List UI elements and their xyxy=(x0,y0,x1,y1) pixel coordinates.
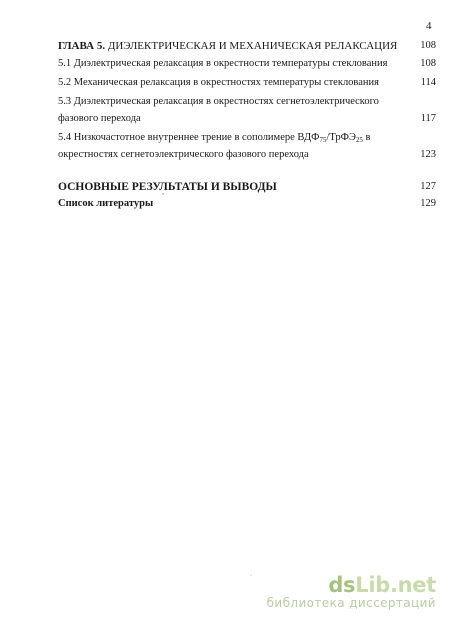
toc-page-number: 108 xyxy=(420,40,436,51)
toc-page-number: 117 xyxy=(420,113,436,124)
toc-page-number: 123 xyxy=(420,149,436,160)
toc-entry-label: ОСНОВНЫЕ РЕЗУЛЬТАТЫ И ВЫВОДЫ xyxy=(58,181,277,193)
toc-entry-5-4[interactable] xyxy=(58,130,436,146)
toc-entry-label: 5.2 Механическая релаксация в окрестностях температуры стеклования xyxy=(58,77,379,88)
toc-text-part: в xyxy=(362,132,371,143)
watermark-logo-lib: Lib xyxy=(355,573,390,597)
watermark xyxy=(267,574,436,610)
toc-entry-5-3-cont[interactable] xyxy=(58,111,436,127)
page-number: 4 xyxy=(426,20,432,32)
toc-entry-5-3[interactable] xyxy=(58,94,436,110)
scan-speck xyxy=(162,193,164,195)
toc-text-part: /ТрФЭ xyxy=(326,132,356,143)
toc-entry-label-line2: фазового перехода xyxy=(58,113,141,124)
watermark-logo-ds: ds xyxy=(328,573,356,597)
chapter-label: ГЛАВА 5. xyxy=(58,40,106,52)
toc-text-part: 5.4 Низкочастотное внутреннее трение в сополимере ВДФ xyxy=(58,132,320,143)
toc-entry-5-1[interactable] xyxy=(58,56,436,72)
toc-page-number: 114 xyxy=(420,77,436,88)
toc-entry-label: 5.1 Диэлектрическая релаксация в окрестности температуры стеклования xyxy=(58,58,388,69)
toc-entry-label-line1 xyxy=(58,130,370,146)
watermark-subtitle: библиотека диссертаций xyxy=(266,596,436,610)
toc-entry-chapter-5-title xyxy=(58,38,397,54)
subscript: 25 xyxy=(355,136,363,144)
toc-entry-results[interactable] xyxy=(58,179,436,195)
watermark-logo xyxy=(267,574,436,596)
subscript: 75 xyxy=(319,136,327,144)
toc-entry-chapter-5[interactable] xyxy=(58,38,436,54)
toc-entry-label-line1: 5.3 Диэлектрическая релаксация в окрестностях сегнетоэлектрического xyxy=(58,96,379,107)
toc-entry-references[interactable] xyxy=(58,196,436,212)
chapter-title: ДИЭЛЕКТРИЧЕСКАЯ И МЕХАНИЧЕСКАЯ РЕЛАКСАЦИЯ xyxy=(105,40,398,52)
toc-entry-label-line2: окрестностях сегнетоэлектрического фазового перехода xyxy=(58,149,309,160)
watermark-logo-net: .net xyxy=(389,573,436,597)
toc-entry-label: Список литературы xyxy=(58,198,154,209)
toc-entry-5-2[interactable] xyxy=(58,75,436,91)
toc-page-number: 108 xyxy=(420,58,436,69)
toc-page-number: 129 xyxy=(420,198,436,209)
scan-speck xyxy=(250,574,252,576)
toc-page-number: 127 xyxy=(420,181,436,192)
toc-entry-5-4-cont[interactable] xyxy=(58,147,436,163)
